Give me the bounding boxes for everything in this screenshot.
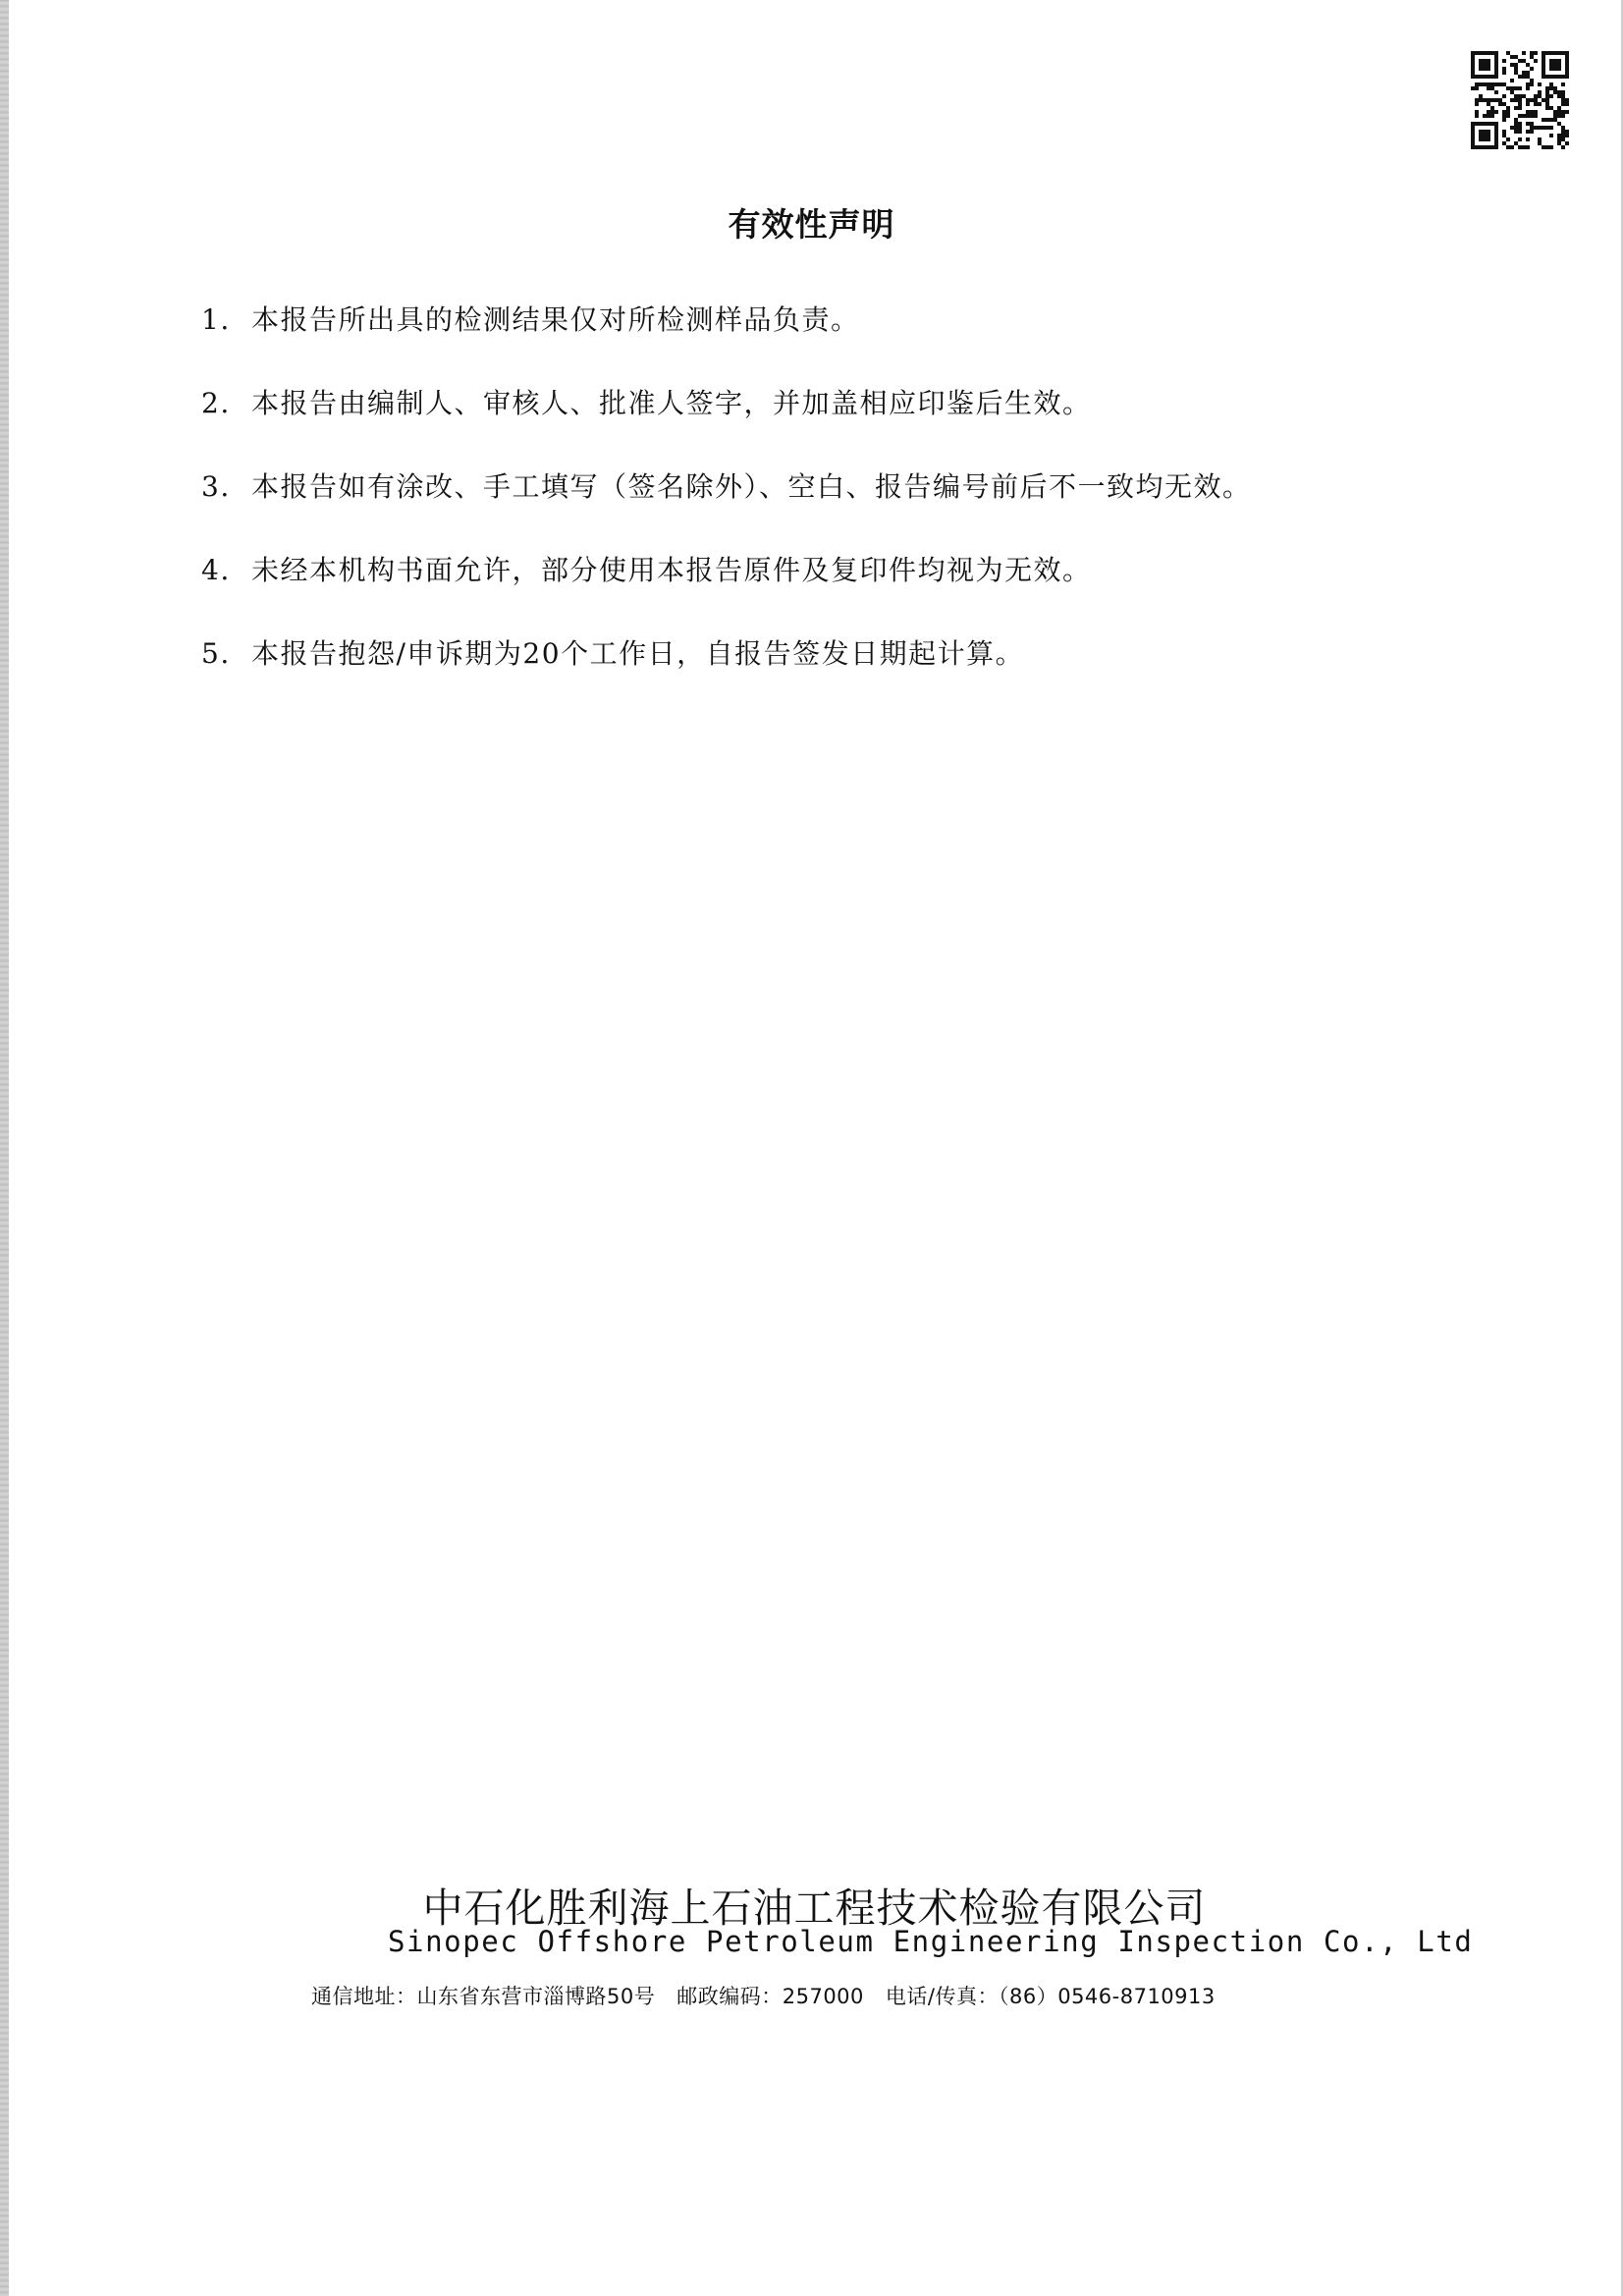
clause-text: 未经本机构书面允许，部分使用本报告原件及复印件均视为无效。 xyxy=(251,554,1092,586)
address: 通信地址：山东省东营市淄博路50号 xyxy=(311,1985,656,2008)
clause-text: 本报告如有涂改、手工填写（签名除外）、空白、报告编号前后不一致均无效。 xyxy=(251,470,1252,503)
scan-edge-left xyxy=(0,0,9,2296)
clause-item xyxy=(201,386,1092,421)
clause-number: 3. xyxy=(201,470,231,503)
company-name-cn: 中石化胜利海上石油工程技术检验有限公司 xyxy=(422,1885,1207,1932)
postcode: 邮政编码：257000 xyxy=(676,1985,864,2008)
page-title: 有效性声明 xyxy=(728,205,895,244)
clause-item xyxy=(201,302,860,338)
phone-fax: 电话/传真：（86）0546-8710913 xyxy=(885,1985,1216,2008)
clause-number: 2. xyxy=(201,387,231,419)
contact-line xyxy=(311,1981,1237,2010)
clause-text: 本报告抱怨/申诉期为20个工作日，自报告签发日期起计算。 xyxy=(251,637,1025,670)
qr-code-icon xyxy=(1471,51,1569,149)
clause-number: 1. xyxy=(201,303,231,336)
clause-number: 4. xyxy=(201,554,231,586)
clause-item xyxy=(201,553,1092,588)
clause-number: 5. xyxy=(201,637,231,670)
clause-text: 本报告所出具的检测结果仅对所检测样品负责。 xyxy=(251,303,860,336)
clause-item xyxy=(201,636,1024,672)
clause-text: 本报告由编制人、审核人、批准人签字，并加盖相应印鉴后生效。 xyxy=(251,387,1092,419)
clause-item xyxy=(201,469,1252,505)
company-name-en: Sinopec Offshore Petroleum Engineering Inspection Co., Ltd xyxy=(388,1925,1474,1958)
